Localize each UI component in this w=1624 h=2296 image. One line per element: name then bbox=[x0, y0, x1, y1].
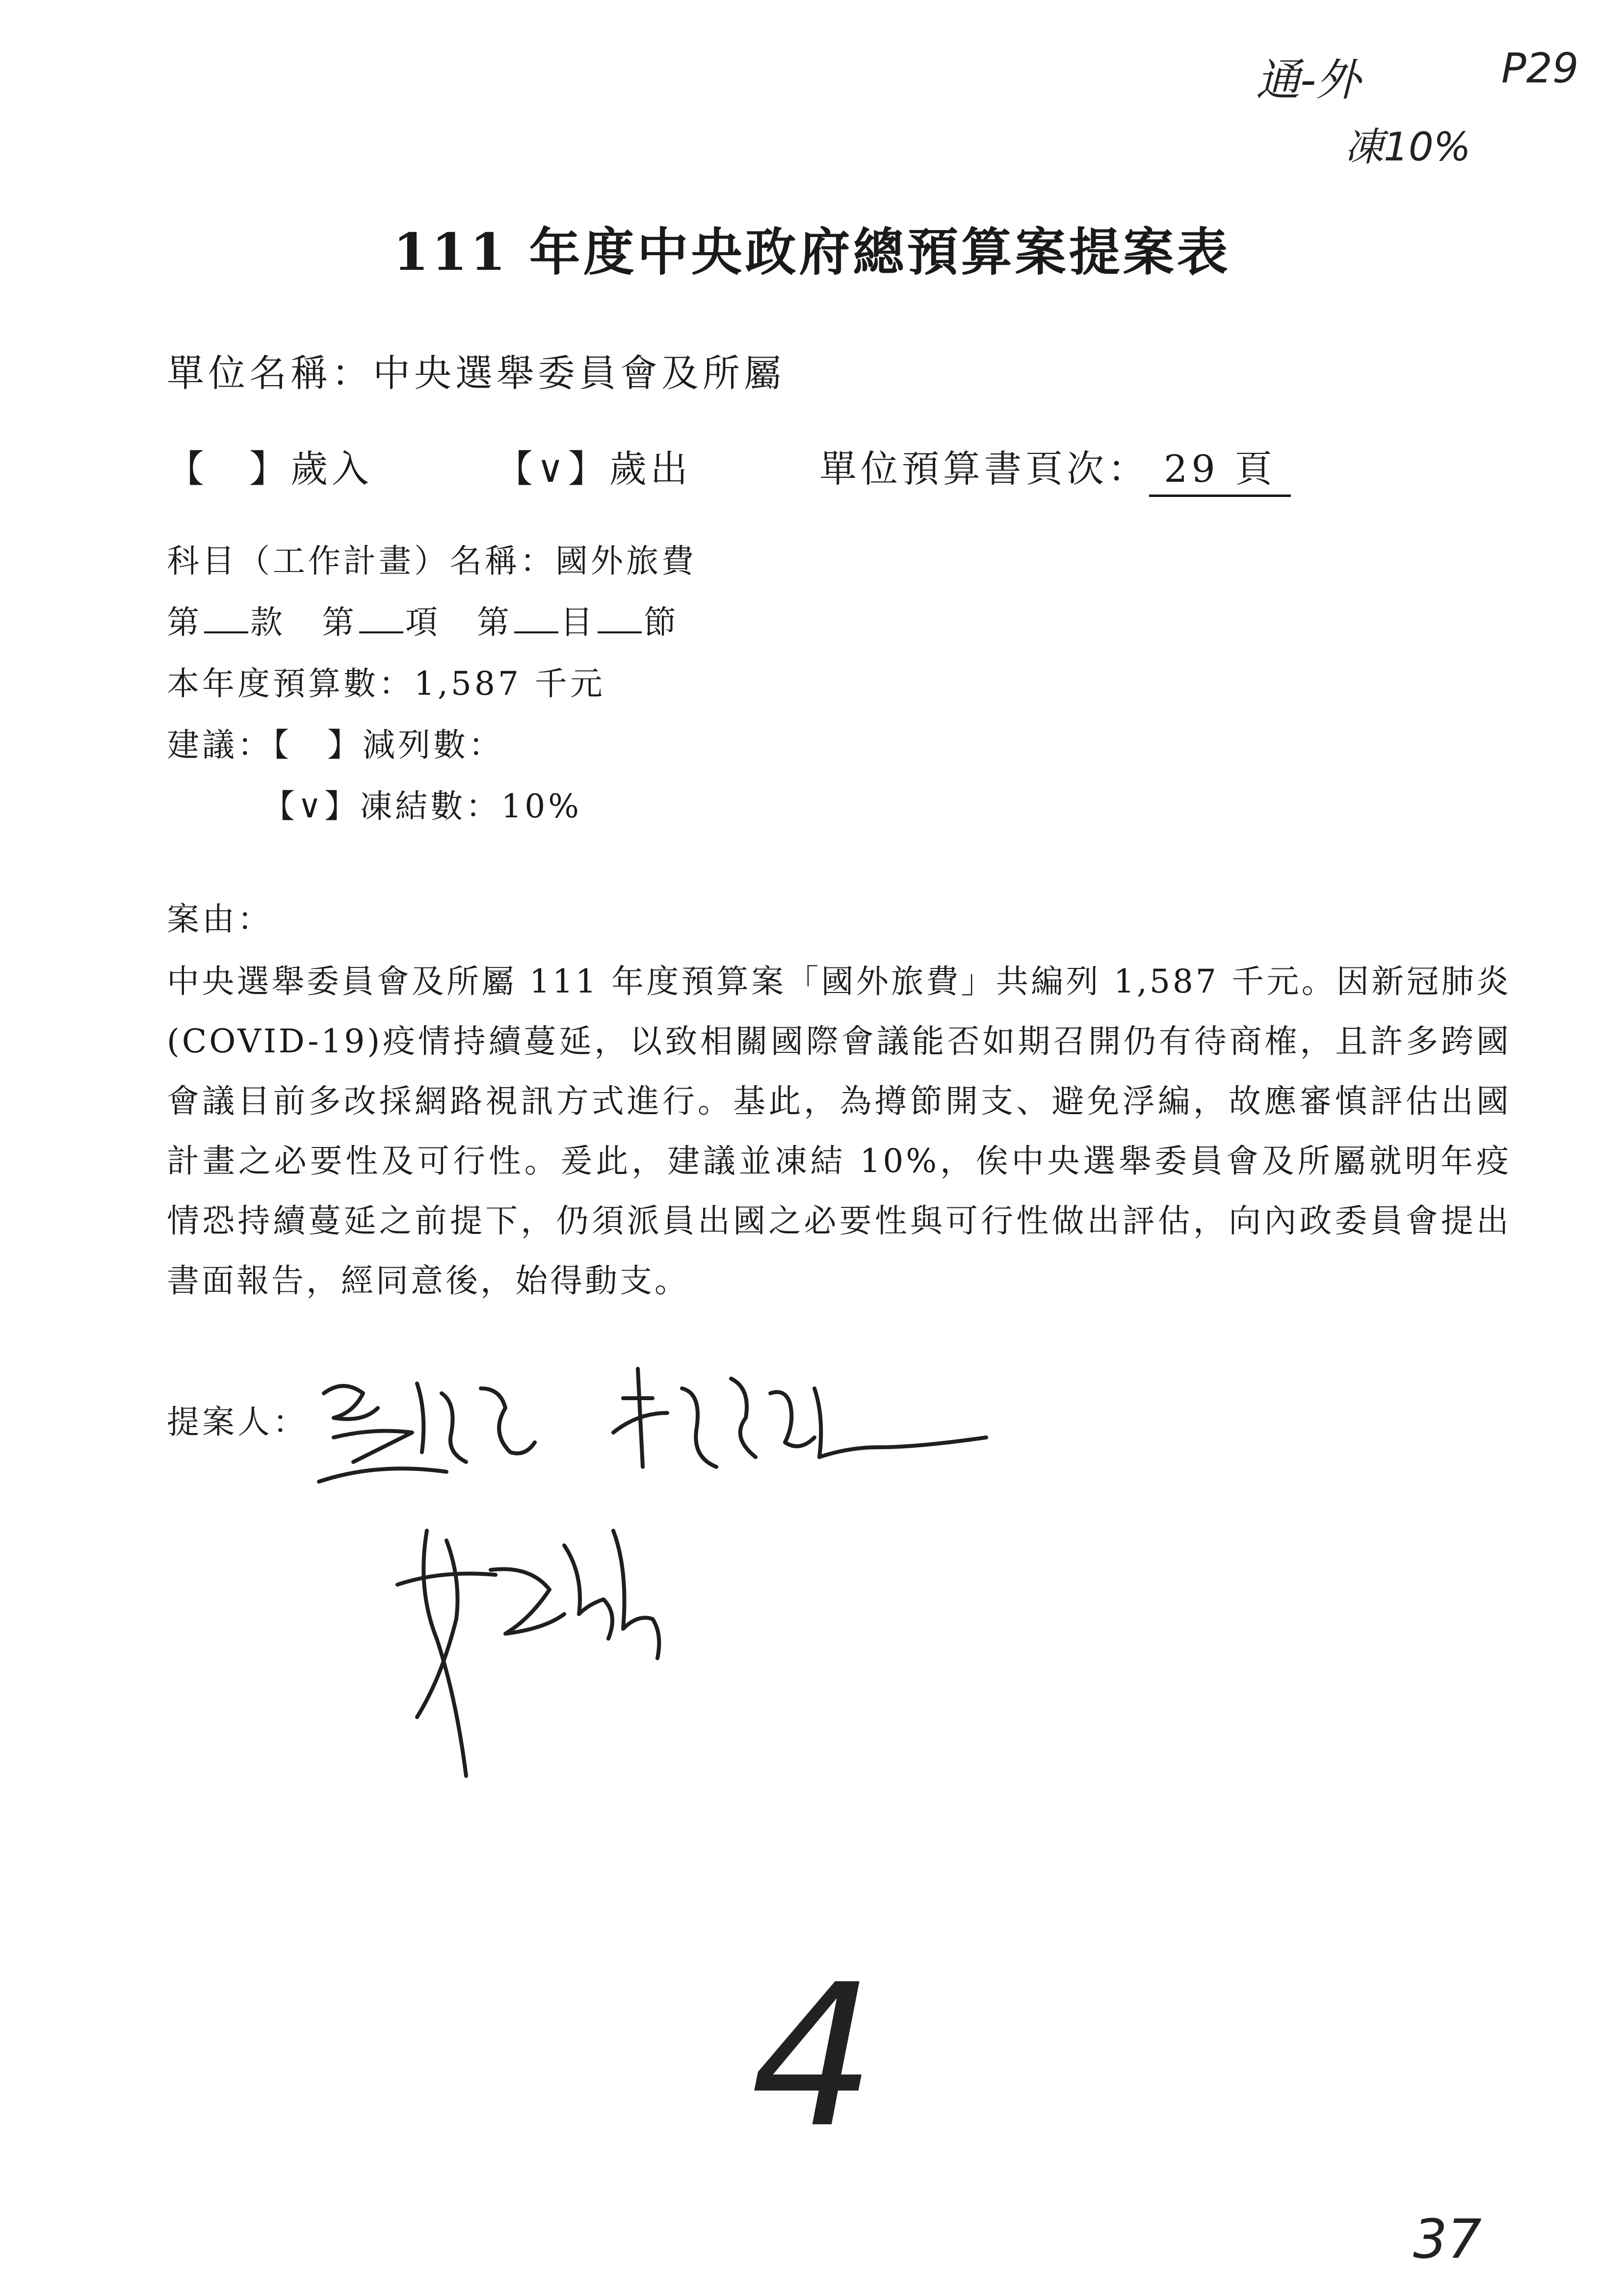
handwritten-note-category: 通-外 bbox=[1256, 54, 1361, 106]
signature-3 bbox=[388, 1511, 707, 1786]
unit-line bbox=[167, 343, 785, 397]
page-label: 單位預算書頁次： bbox=[819, 447, 1149, 491]
mu-label: 目 bbox=[560, 603, 596, 641]
xiang-blank bbox=[359, 602, 403, 633]
revenue-checkbox: 【 】 bbox=[167, 447, 290, 491]
freeze-line bbox=[262, 780, 582, 827]
handwritten-note-freeze: 凍10% bbox=[1344, 124, 1471, 170]
item-codes-line bbox=[167, 596, 679, 643]
kuan-blank bbox=[204, 602, 248, 633]
form-title: 111 年度中央政府總預算案提案表 bbox=[393, 222, 1231, 282]
expense-checkbox: 【∨】 bbox=[496, 447, 609, 491]
freeze-checkbox: 【∨】 bbox=[262, 787, 360, 825]
subject-line bbox=[167, 535, 697, 581]
di-xiang: 第 bbox=[321, 603, 357, 641]
di-kuan: 第 bbox=[167, 603, 202, 641]
handwritten-page-number: 37 bbox=[1413, 2208, 1482, 2270]
proposal-label: 建議： bbox=[167, 726, 273, 764]
expense-label: 歲出 bbox=[609, 447, 692, 491]
subject-label: 科目（工作計畫）名稱： bbox=[167, 542, 555, 580]
reduce-checkbox: 【 】 bbox=[273, 726, 363, 764]
kuan-label: 款 bbox=[250, 603, 286, 641]
reduce-label: 減列數： bbox=[363, 726, 504, 764]
unit-label: 單位名稱： bbox=[167, 351, 373, 395]
handwritten-page-ref: P29 bbox=[1501, 44, 1579, 92]
reason-text: 中央選舉委員會及所屬 111 年度預算案「國外旅費」共編列 1,587 千元。因新冠肺炎(COVID-19)疫情持續蔓延，以致相關國際會議能否如期召開仍有待商榷，且許多跨國會議目前多改採網路視訊方式進行。基此，為撙節開支、避免浮編，故應審慎評估出國計畫之必要性及可行性。爰此，建議並凍結 10%，俟中央選舉委員會及所屬就明年疫情恐持續蔓延之前提下，仍須派員出國之必要性與可行性做出評估，向內政委員會提出書面報告，經同意後，始得動支。 bbox=[167, 963, 1511, 1300]
page-value: 29 頁 bbox=[1149, 439, 1291, 497]
budget-type-line bbox=[167, 439, 373, 493]
page-line bbox=[819, 439, 1291, 497]
budget-amount-line bbox=[167, 657, 605, 704]
freeze-value: 10% bbox=[501, 787, 582, 825]
subject-value: 國外旅費 bbox=[555, 542, 697, 580]
budget-amount-value: 1,587 千元 bbox=[414, 665, 605, 703]
reason-label: 案由： bbox=[167, 900, 273, 938]
freeze-label: 凍結數： bbox=[360, 787, 501, 825]
jie-label: 節 bbox=[643, 603, 679, 641]
unit-value: 中央選舉委員會及所屬 bbox=[373, 351, 785, 395]
di-mu: 第 bbox=[476, 603, 512, 641]
revenue-label: 歲入 bbox=[290, 447, 373, 491]
budget-amount-label: 本年度預算數： bbox=[167, 665, 414, 703]
mu-blank bbox=[514, 602, 558, 633]
signature-1 bbox=[304, 1364, 599, 1511]
proposer-label: 提案人： bbox=[167, 1403, 308, 1441]
handwritten-item-number: 4 bbox=[751, 1943, 876, 2171]
signature-2 bbox=[603, 1359, 996, 1516]
jie-blank bbox=[598, 602, 642, 633]
proposal-line bbox=[167, 719, 504, 765]
expense-line bbox=[496, 439, 692, 493]
xiang-label: 項 bbox=[405, 603, 441, 641]
